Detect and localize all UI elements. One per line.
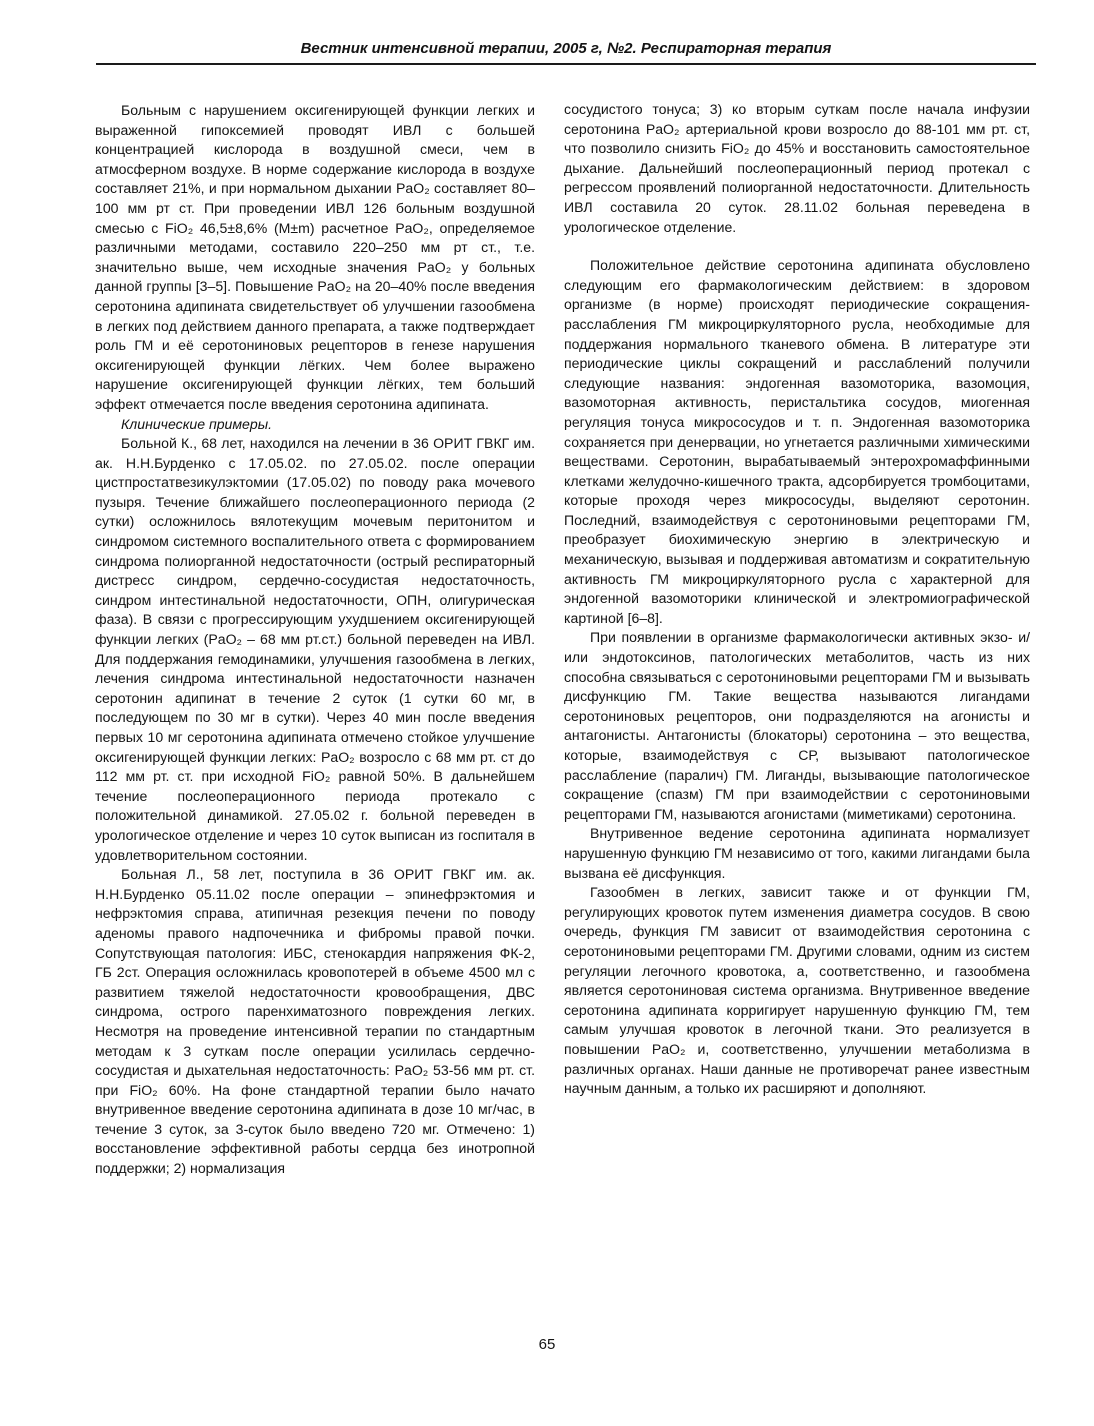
paragraph: сосудистого тонуса; 3) ко вторым суткам после начала инфузии серотонина PaO₂ артериальной крови возросло до 88-101 мм рт. ст, что позволило снизить FiO₂ до 45% и восстановить самостоятельное дыхание. Дальнейший послеоперационный период протекал с регрессом проявлений полиорганной недостаточности. Длительность ИВЛ составила 20 суток. 28.11.02 больная переведена в урологическое отделение. bbox=[564, 101, 1030, 235]
subheading-clinical-examples: Клинические примеры. bbox=[121, 415, 273, 432]
left-column bbox=[95, 101, 535, 1179]
paragraph: Больная Л., 58 лет, поступила в 36 ОРИТ ГВКГ им. ак. Н.Н.Бурденко 05.11.02 после операции – эпинефрэктомия и нефрэктомия справа, атипичная резекция печени по поводу аденомы правого надпочечника и фибромы правой почки. Сопутствующая патология: ИБС, стенокардия напряжения ФК-2, ГБ 2ст. Операция осложнилась кровопотерей в объеме 4500 мл с развитием тяжелой недостаточности кровообращения, ДВС синдрома, острого паренхиматозного повреждения легких. Несмотря на проведение интенсивной терапии по стандартным методам к 3 суткам после операции усилилась сердечно-сосудистая и дыхательная недостаточность: PaO₂ 53-56 мм рт. ст. при FiO₂ 60%. На фоне стандартной терапии было начато внутривенное введение серотонина адипината в дозе 10 мг/час, в течение 3 суток, за 3-суток было введено 720 мг. Отмечено: 1) восстановление эффективной работы сердца без инотропной поддержки; 2) нормализация bbox=[95, 866, 535, 1177]
page-number: 65 bbox=[538, 1336, 556, 1353]
paragraph: При появлении в организме фармакологически активных экзо- и/или эндотоксинов, патологических метаболитов, часть из них способна связываться с серотониновыми рецепторами ГМ и вызывать дисфункцию ГМ. Такие вещества называются лигандами серотониновых рецепторов, они подразделяются на агонисты и антагонисты. Антагонисты (блокаторы) серотонина – это вещества, которые, взаимодействуя с СР, вызывают патологическое расслабление (паралич) ГМ. Лиганды, вызывающие патологическое сокращение (спазм) ГМ при взаимодействии с серотониновыми рецепторами ГМ, называются агонистами (миметиками) серотонина. bbox=[564, 629, 1030, 822]
right-column bbox=[564, 100, 1030, 1099]
paragraph: Газообмен в легких, зависит также и от функции ГМ, регулирующих кровоток путем изменения диаметра сосудов. В свою очередь, функция ГМ зависит от взаимодействия серотонина с серотониновыми рецепторами ГМ. Другими словами, одним из систем регуляции легочного кровотока, а, соответственно, и газообмена является серотониновая система организма. Внутривенное введение серотонина адипината корригирует нарушенную функцию ГМ, тем самым улучшая кровоток в легочной ткани. Это реализуется в повышении PaO₂ и, соответственно, улучшении метаболизма в различных органах. Наши данные не противоречат ранее известным научным данным, а только их расширяют и дополняют. bbox=[564, 884, 1030, 1097]
paragraph: Больным с нарушением оксигенирующей функции легких и выраженной гипоксемией проводят ИВЛ с большей концентрацией кислорода в воздушной смеси, чем в атмосферном воздухе. В норме содержание кислорода в воздухе составляет 21%, и при нормальном дыхании PaO₂ составляет 80–100 мм рт ст. При проведении ИВЛ 126 больным воздушной смесью с FiO₂ 46,5±8,6% (M±m) расчетное PaO₂, определяемое различными методами, составило 220–250 мм рт ст., т.е. значительно выше, чем исходные значения PaO₂ у больных данной группы [3–5]. Повышение PaO₂ на 20–40% после введения серотонина адипината свидетельствует об улучшении газообмена в легких под действием данного препарата, а также подтверждает роль ГМ и её серотониновых рецепторов в генезе нарушения оксигенирующей функции лёгких. Чем более выражено нарушение оксигенирующей функции лёгких, тем больший эффект отмечается после введения серотонина адипината. bbox=[95, 102, 535, 412]
paragraph: Положительное действие серотонина адипината обусловлено следующим его фармакологическим действием: в здоровом организме (в норме) происходят периодические сокращения-расслабления ГМ микроциркуляторного русла, необходимые для поддержания нормального тканевого обмена. В литературе эти периодические циклы сокращений и расслаблений получили следующие названия: эндогенная вазомоторика, вазомоция, вазомоторная активность, перистальтика сосудов, миогенная регуляция тонуса микрососудов и т. п. Эндогенная вазомоторика сохраняется при денервации, но угнетается различными химическими веществами. Серотонин, вырабатываемый энтерохромаффинными клетками желудочно-кишечного тракта, адсорбируется тромбоцитами, которые проходя через микрососуды, выделяют серотонин. Последний, взаимодействуя с серотониновыми рецепторами ГМ, преобразует биохимическую энергию в электрическую и механическую, вызывая и поддерживая автоматизм и сократительную активность ГМ микроциркуляторного русла с характерной для эндогенной вазомоторики клинической и электромиографической картиной [6–8]. bbox=[564, 257, 1030, 626]
paragraph: Внутривенное ведение серотонина адипината нормализует нарушенную функцию ГМ независимо от того, какими лигандами была вызвана её дисфункция. bbox=[564, 825, 1030, 881]
paragraph: Больной К., 68 лет, находился на лечении в 36 ОРИТ ГВКГ им. ак. Н.Н.Бурденко с 17.05.02. по 27.05.02. после операции цистпростатвезикулэктомии (17.05.02) по поводу рака мочевого пузыря. Течение ближайшего послеоперационного периода (2 сутки) осложнилось вялотекущим мочевым перитонитом и синдромом системного воспалительного ответа с формированием синдрома полиорганной недостаточности (острый респираторный дистресс синдром, сердечно-сосудистая недостаточность, синдром интестинальной недостаточности, ОПН, олигурическая фаза). В связи с прогрессирующим ухудшением оксигенирующей функции легких (PaO₂ – 68 мм рт.ст.) больной переведен на ИВЛ. Для поддержания гемодинамики, улучшения газообмена в легких, лечения синдрома интестинальной недостаточности назначен серотонин адипинат в течение 2 суток (1 сутки 60 мг, в последующем по 30 мг в сутки). Через 40 мин после введения первых 10 мг серотонина адипината отмечено стойкое улучшение оксигенирующей функции легких: PaO₂ возросло с 68 мм рт. ст до 112 мм рт. ст. при исходной FiO₂ равной 50%. В дальнейшем течение послеоперационного периода протекало с положительной динамикой. 27.05.02 г. больной переведен в урологическое отделение и через 10 суток выписан из госпиталя в удовлетворительном состоянии. bbox=[95, 435, 535, 863]
running-header: Вестник интенсивной терапии, 2005 г, №2. Респираторная терапия bbox=[300, 40, 832, 57]
header-rule bbox=[96, 63, 1036, 65]
